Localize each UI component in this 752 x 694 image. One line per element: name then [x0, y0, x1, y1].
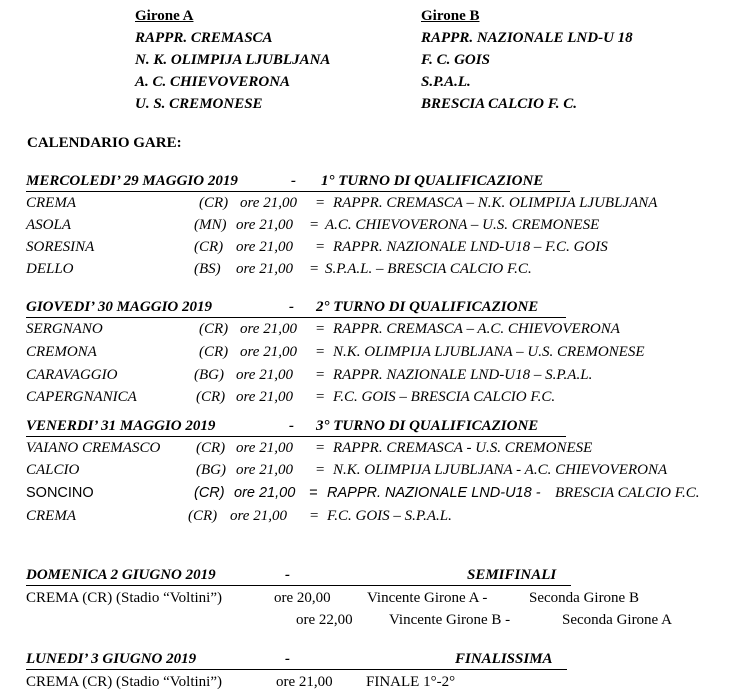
match-time: ore 21,00	[240, 321, 297, 337]
match-province: (BG)	[196, 462, 226, 478]
match-time: ore 21,00	[236, 239, 293, 255]
round-1-header	[26, 173, 570, 192]
match-time: ore 21,00	[240, 195, 297, 211]
semifinal-time: ore 20,00	[274, 590, 331, 606]
match-teams: RAPPR. CREMASCA – N.K. OLIMPIJA LJUBLJANA	[333, 195, 658, 211]
group-b-team: RAPPR. NAZIONALE LND-U 18	[421, 30, 633, 46]
round-date: MERCOLEDI’ 29 MAGGIO 2019	[26, 173, 238, 189]
match-teams: RAPPR. NAZIONALE LND-U18 – F.C. GOIS	[333, 239, 608, 255]
match-time: ore 21,00	[236, 261, 293, 277]
match-teams: N.K. OLIMPIJA LJUBLJANA - A.C. CHIEVOVERONA	[333, 462, 668, 478]
match-province: (CR)	[196, 440, 226, 456]
match-teams-tail: BRESCIA CALCIO F.C.	[555, 485, 700, 501]
round-date: GIOVEDI’ 30 MAGGIO 2019	[26, 299, 212, 315]
round-dash: -	[289, 418, 294, 434]
match-city: CALCIO	[26, 462, 80, 478]
match-time: ore 21,00	[236, 462, 293, 478]
match-time: ore 21,00	[236, 217, 293, 233]
match-city: CREMA	[26, 195, 76, 211]
semifinal-team-a: Vincente Girone A -	[367, 590, 488, 606]
round-dash: -	[285, 651, 290, 667]
match-province: (CR)	[194, 239, 224, 255]
match-time: ore 21,00	[230, 508, 287, 524]
match-equals: =	[315, 321, 326, 337]
round-name: 1° TURNO DI QUALIFICAZIONE	[321, 173, 544, 189]
match-province: (MN)	[194, 217, 227, 233]
round-date: VENERDI’ 31 MAGGIO 2019	[26, 418, 216, 434]
match-equals: =	[309, 261, 320, 277]
match-equals: =	[309, 485, 318, 501]
match-province: (CR)	[194, 485, 225, 501]
match-teams: RAPPR. NAZIONALE LND-U18 -	[327, 485, 541, 501]
final-header	[26, 651, 567, 670]
semifinal-team-b: Seconda Girone B	[529, 590, 639, 606]
match-province: (BS)	[194, 261, 221, 277]
round-3-header	[26, 418, 566, 437]
round-dash: -	[285, 567, 290, 583]
match-teams: RAPPR. CREMASCA - U.S. CREMONESE	[333, 440, 593, 456]
match-teams: RAPPR. CREMASCA – A.C. CHIEVOVERONA	[333, 321, 620, 337]
round-date: LUNEDI’ 3 GIUGNO 2019	[26, 651, 197, 667]
semifinals-header	[26, 567, 571, 586]
match-equals: =	[315, 344, 326, 360]
calendar-title: CALENDARIO GARE:	[27, 135, 182, 151]
match-city: CREMONA	[26, 344, 97, 360]
match-equals: =	[315, 389, 326, 405]
match-time: ore 21,00	[240, 344, 297, 360]
group-a-team: RAPPR. CREMASCA	[135, 30, 273, 46]
round-2-header	[26, 299, 566, 318]
match-province: (CR)	[199, 195, 229, 211]
match-province: (CR)	[196, 389, 226, 405]
match-city: CREMA	[26, 508, 76, 524]
match-teams: N.K. OLIMPIJA LJUBLJANA – U.S. CREMONESE	[333, 344, 645, 360]
match-province: (CR)	[199, 344, 229, 360]
match-equals: =	[315, 195, 326, 211]
round-date: DOMENICA 2 GIUGNO 2019	[26, 567, 216, 583]
match-city: CARAVAGGIO	[26, 367, 118, 383]
group-a-team: U. S. CREMONESE	[135, 96, 263, 112]
match-equals: =	[315, 239, 326, 255]
group-a-team: N. K. OLIMPIJA LJUBLJANA	[135, 52, 331, 68]
round-dash: -	[291, 173, 296, 189]
final-label: FINALE 1°-2°	[366, 674, 456, 690]
match-teams: RAPPR. NAZIONALE LND-U18 – S.P.A.L.	[333, 367, 593, 383]
group-a-title: Girone A	[135, 8, 194, 24]
match-time: ore 21,00	[236, 367, 293, 383]
round-name: 3° TURNO DI QUALIFICAZIONE	[316, 418, 539, 434]
match-equals: =	[315, 440, 326, 456]
group-b-title: Girone B	[421, 8, 480, 24]
match-equals: =	[315, 462, 326, 478]
match-province: (CR)	[199, 321, 229, 337]
final-venue: CREMA (CR) (Stadio “Voltini”)	[26, 674, 222, 690]
match-teams: F.C. GOIS – BRESCIA CALCIO F.C.	[333, 389, 556, 405]
group-b-team: F. C. GOIS	[421, 52, 490, 68]
match-city: DELLO	[26, 261, 74, 277]
match-teams: A.C. CHIEVOVERONA – U.S. CREMONESE	[325, 217, 600, 233]
semifinal-time: ore 22,00	[296, 612, 353, 628]
round-name: FINALISSIMA	[455, 651, 553, 667]
match-teams: S.P.A.L. – BRESCIA CALCIO F.C.	[325, 261, 532, 277]
match-province: (BG)	[194, 367, 224, 383]
group-b-team: S.P.A.L.	[421, 74, 471, 90]
match-time: ore 21,00	[236, 440, 293, 456]
match-teams: F.C. GOIS – S.P.A.L.	[327, 508, 452, 524]
match-city: SERGNANO	[26, 321, 103, 337]
match-city: VAIANO CREMASCO	[26, 440, 161, 456]
match-city: ASOLA	[26, 217, 71, 233]
semifinal-venue: CREMA (CR) (Stadio “Voltini”)	[26, 590, 222, 606]
group-a-team: A. C. CHIEVOVERONA	[135, 74, 291, 90]
match-city: SORESINA	[26, 239, 95, 255]
round-name: 2° TURNO DI QUALIFICAZIONE	[316, 299, 539, 315]
round-name: SEMIFINALI	[467, 567, 557, 583]
match-equals: =	[309, 217, 320, 233]
match-time: ore 21,00	[236, 389, 293, 405]
match-city: CAPERGNANICA	[26, 389, 137, 405]
match-province: (CR)	[188, 508, 218, 524]
round-dash: -	[289, 299, 294, 315]
semifinal-team-a: Vincente Girone B -	[389, 612, 511, 628]
semifinal-team-b: Seconda Girone A	[562, 612, 672, 628]
match-city: SONCINO	[26, 485, 94, 501]
match-equals: =	[315, 367, 326, 383]
match-time: ore 21,00	[234, 485, 296, 501]
group-b-team: BRESCIA CALCIO F. C.	[421, 96, 578, 112]
final-time: ore 21,00	[276, 674, 333, 690]
match-equals: =	[309, 508, 320, 524]
